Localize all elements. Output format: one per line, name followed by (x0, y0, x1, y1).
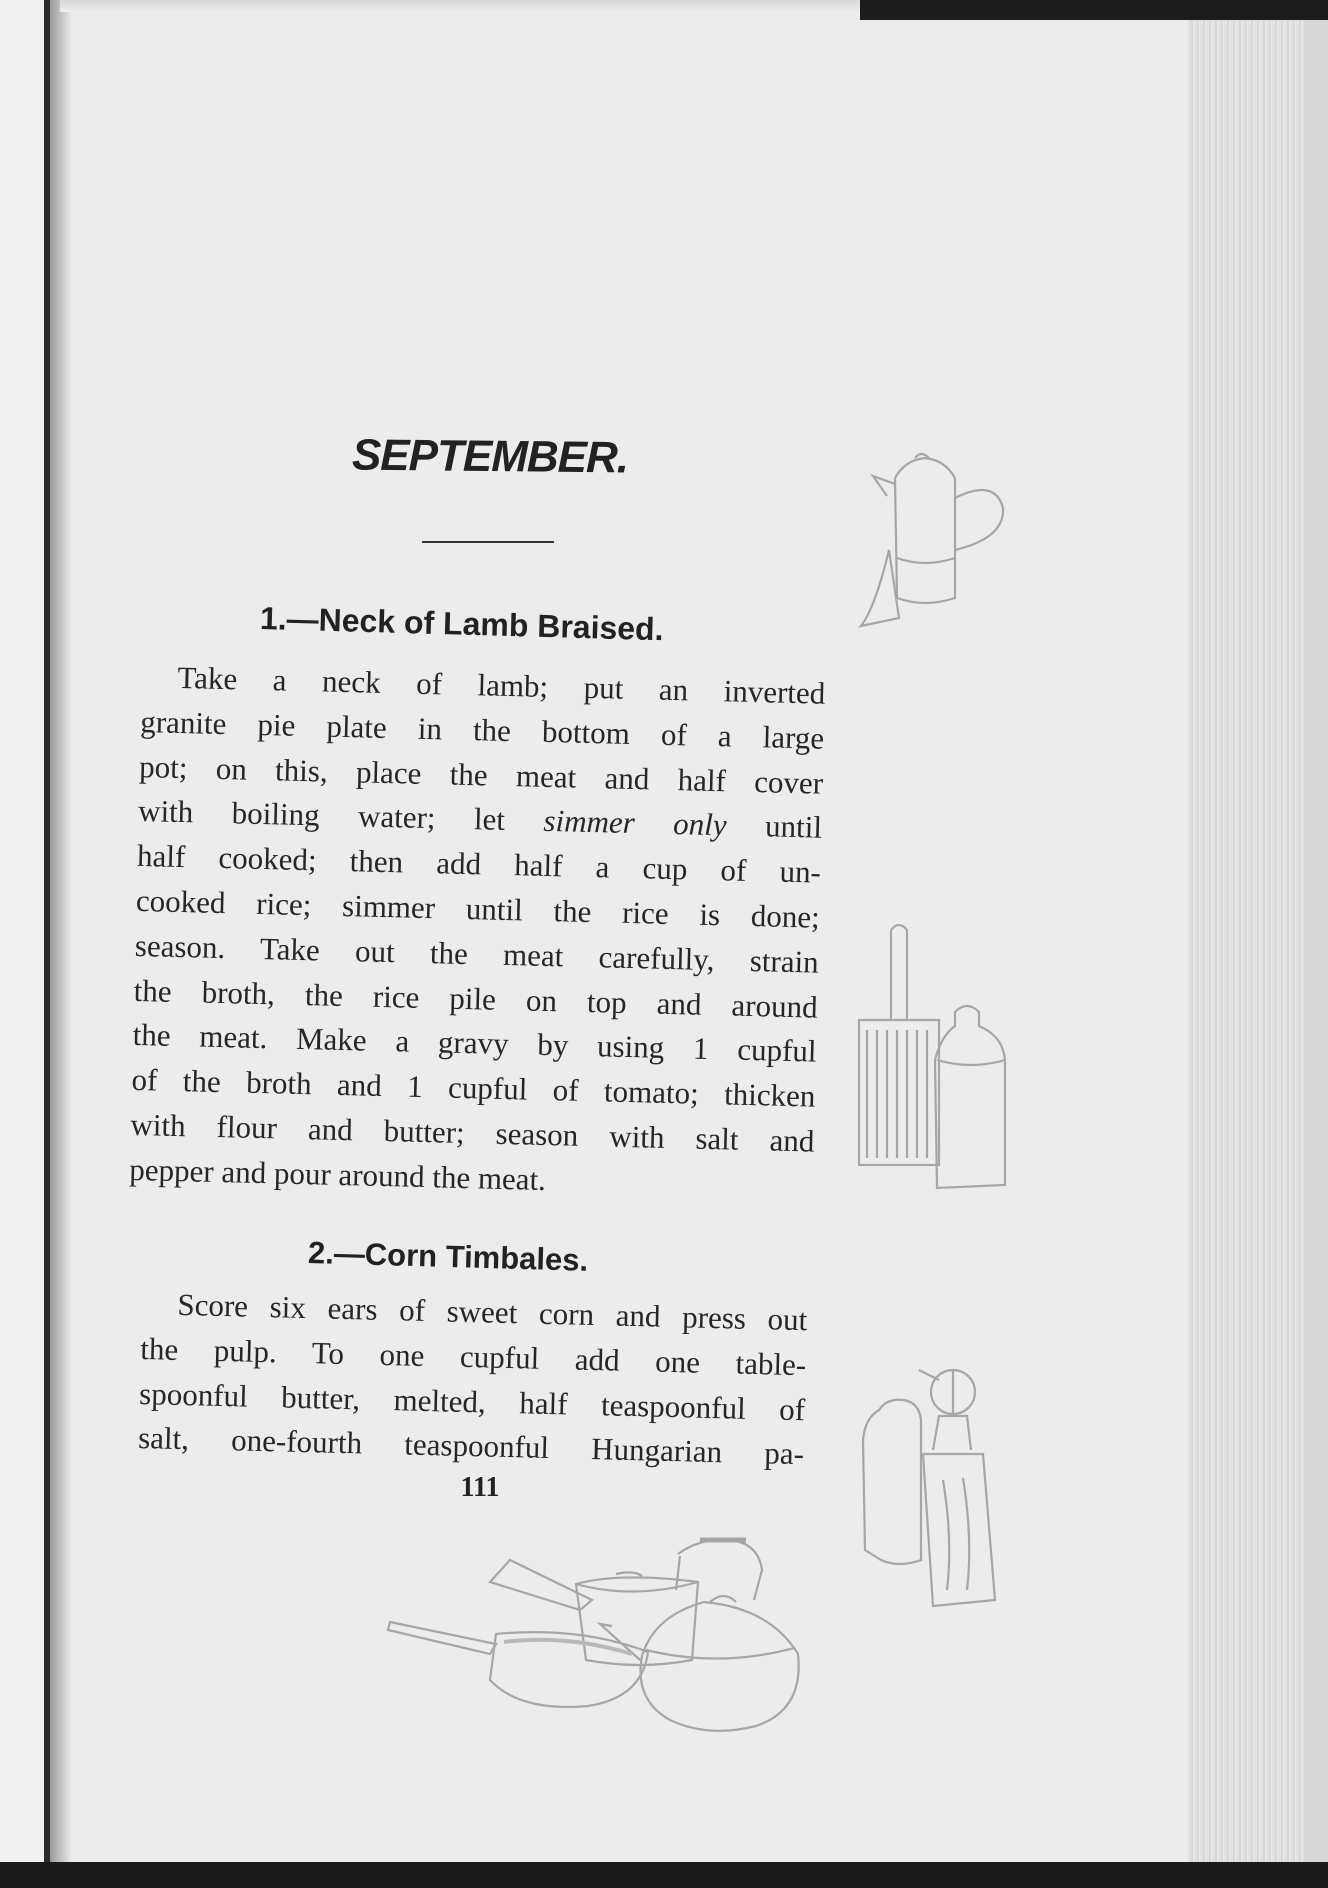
recipe-line: Take a neck of lamb; put an inverted (177, 659, 826, 711)
recipe-line: granite pie plate in the bottom of a large (139, 703, 825, 756)
facing-page-edge (0, 0, 50, 1888)
recipe-line: salt, one-fourth teaspoonful Hungarian pa- (137, 1420, 805, 1472)
month-title: SEPTEMBER. (351, 430, 629, 483)
top-page-edge (60, 0, 860, 12)
recipe-line: the broth, the rice pile on top and around (133, 972, 819, 1025)
recipe-line: of the broth and 1 cupful of tomato; thicken (131, 1062, 816, 1114)
gutter-shadow (50, 0, 72, 1888)
recipe-line: the pulp. To one cupful add one table- (139, 1330, 807, 1383)
page-stack-edges (1188, 20, 1328, 1888)
recipe-line: half cooked; then add half a cup of un- (136, 838, 822, 890)
recipe-line: spoonful butter, melted, half teaspoonful of (138, 1375, 806, 1427)
coffee-pot-illustration (855, 438, 1015, 633)
recipe-line: season. Take out the meat carefully, strain (134, 927, 820, 980)
top-dark-border (860, 0, 1328, 20)
recipe-line: pepper and pour around the meat. (129, 1151, 547, 1197)
recipe-body (129, 655, 826, 1209)
recipe-line: Score six ears of sweet corn and press out (177, 1286, 808, 1338)
recipe-line: with flour and butter; season with salt and (130, 1106, 815, 1159)
recipe-heading: 1.—Neck of Lamb Braised. (259, 600, 665, 648)
page-number: 111 (460, 1472, 500, 1503)
recipe-body (138, 1282, 808, 1477)
recipe-line: the meat. Make a gravy by using 1 cupful (132, 1017, 817, 1069)
bottom-dark-border (0, 1862, 1328, 1888)
cookware-illustration (380, 1530, 880, 1745)
recipe-line: cooked rice; simmer until the rice is done; (135, 882, 821, 935)
grater-and-jar-illustration (855, 920, 1015, 1195)
title-rule (422, 541, 554, 543)
emphasis-text: simmer only (543, 803, 728, 843)
recipe-line: with boiling water; let simmer only until (137, 793, 823, 846)
recipe-heading: 2.—Corn Timbales. (307, 1235, 589, 1278)
recipe-line: pot; on this, place the meat and half cover (138, 748, 824, 801)
